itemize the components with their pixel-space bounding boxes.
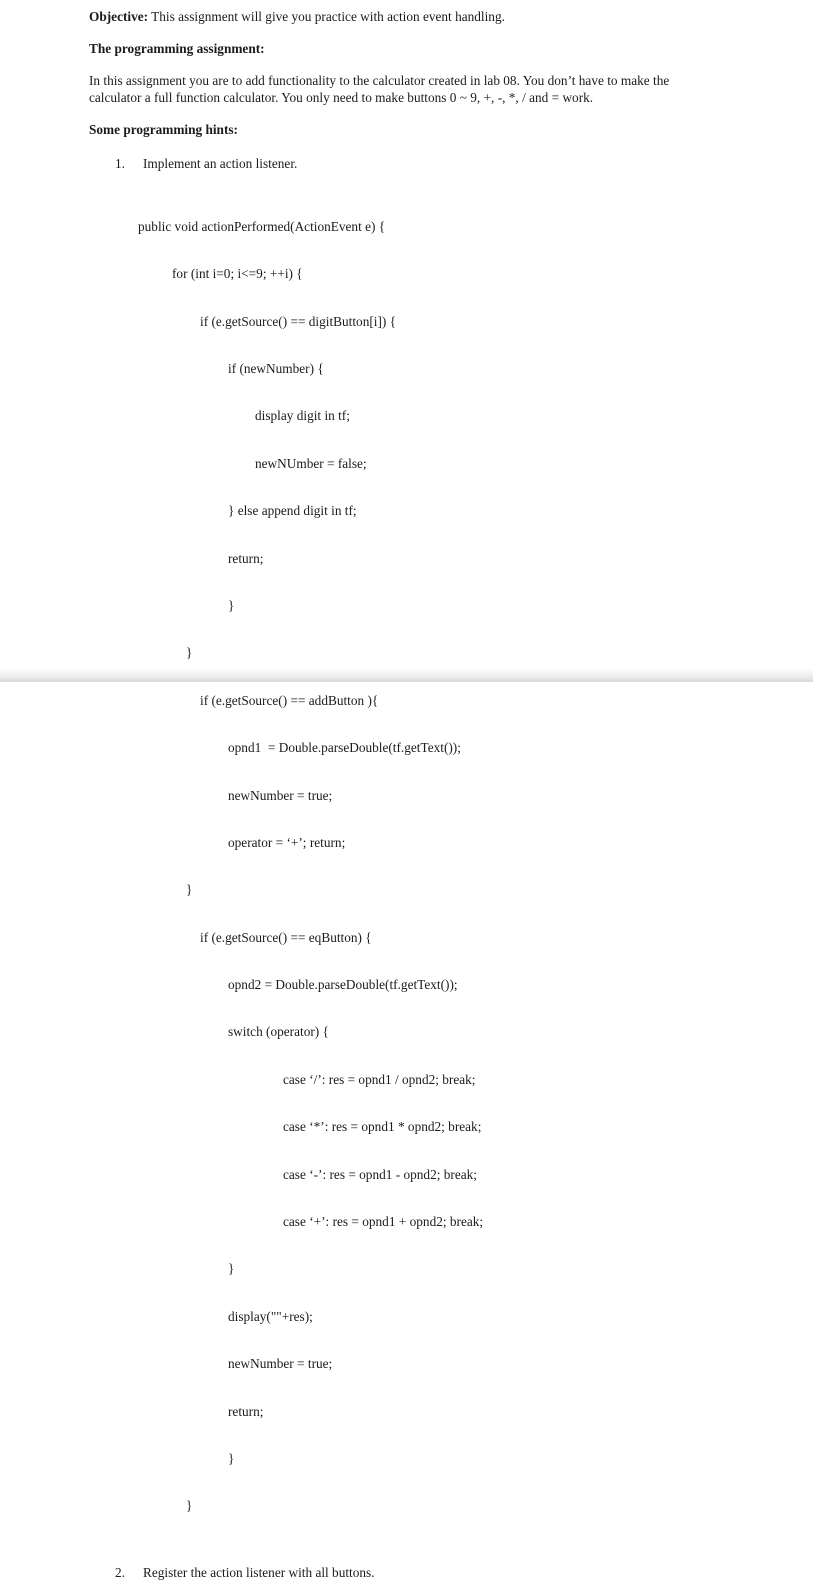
code-line: newNumber = true; (228, 1356, 333, 1372)
list-marker: 2. (115, 1564, 125, 1580)
code-line: newNUmber = false; (255, 455, 367, 471)
code-line: for (int i=0; i<=9; ++i) { (172, 266, 303, 282)
code-line: case ‘+’: res = opnd1 + opnd2; break; (283, 1214, 484, 1230)
code-line: } else append digit in tf; (228, 503, 357, 519)
code-line: } (228, 1450, 235, 1466)
code-line: return; (228, 550, 264, 566)
code-line: opnd1 = Double.parseDouble(tf.getText()); (228, 740, 461, 756)
code-line: } (186, 882, 193, 898)
code-line: newNumber = true; (228, 787, 333, 803)
objective-paragraph (89, 9, 681, 25)
code-line: case ‘-’: res = opnd1 - opnd2; break; (283, 1166, 477, 1182)
code-line: display digit in tf; (255, 408, 350, 424)
assignment-heading: The programming assignment: (89, 41, 265, 57)
list-item (89, 156, 681, 172)
code-line: case ‘/’: res = opnd1 / opnd2; break; (283, 1071, 476, 1087)
list-item (89, 1565, 681, 1581)
code-line: public void actionPerformed(ActionEvent e) { (138, 218, 386, 234)
assignment-body: In this assignment you are to add functionality to the calculator created in lab 08. You don’t have to make the calculator a full function calculator. You only need to make buttons 0 ~ 9, +, -, *, / and = work. (89, 73, 670, 105)
list-marker: 1. (115, 156, 125, 172)
document-body (89, 9, 681, 1581)
code-line: if (e.getSource() == addButton ){ (200, 692, 379, 708)
code-line: if (e.getSource() == digitButton[i]) { (200, 313, 397, 329)
code-line: opnd2 = Double.parseDouble(tf.getText()); (228, 977, 458, 993)
code-line: } (186, 1498, 193, 1514)
code-line: switch (operator) { (228, 1024, 329, 1040)
code-line: if (newNumber) { (228, 360, 324, 376)
code-line: return; (228, 1403, 264, 1419)
code-line: display(""+res); (228, 1308, 313, 1324)
hints-heading: Some programming hints: (89, 121, 238, 137)
code-block (138, 187, 681, 1546)
hints-list (89, 156, 681, 1581)
objective-label: Objective: (89, 9, 149, 24)
code-line: case ‘*’: res = opnd1 * opnd2; break; (283, 1119, 482, 1135)
list-item-label: Register the action listener with all buttons. (143, 1564, 375, 1580)
code-line: } (186, 645, 193, 661)
list-item-label: Implement an action listener. (143, 156, 298, 172)
code-line: if (e.getSource() == eqButton) { (200, 929, 372, 945)
code-line: } (228, 597, 235, 613)
code-line: } (228, 1261, 235, 1277)
objective-text: This assignment will give you practice with action event handling. (148, 9, 505, 24)
code-line: operator = ‘+’; return; (228, 834, 346, 850)
